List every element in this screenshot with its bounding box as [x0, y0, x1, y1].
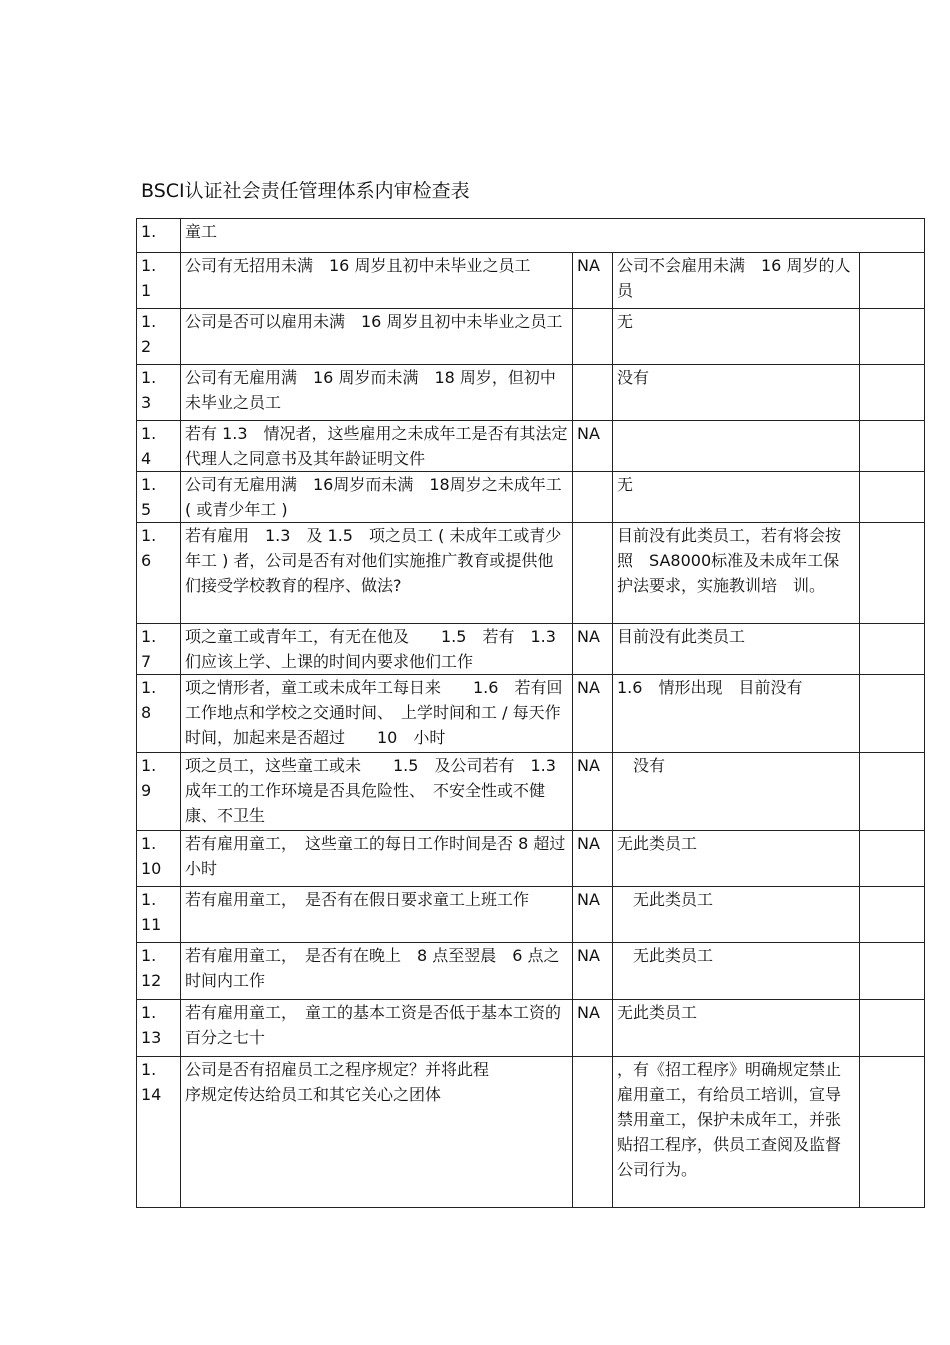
item-question: 公司有无雇用满 16 周岁而未满 18 周岁，但初中未毕业之员工 — [181, 365, 573, 421]
checklist-row — [137, 1000, 925, 1057]
item-applicability — [573, 472, 613, 523]
item-result — [860, 523, 925, 624]
item-remark: 无 — [613, 472, 860, 523]
item-remark: 1.6 情形出现 目前没有 — [613, 675, 860, 753]
document-title: BSCI认证社会责任管理体系内审检查表 — [141, 180, 470, 202]
item-remark: 无 — [613, 309, 860, 365]
item-applicability: NA — [573, 253, 613, 309]
section-number: 1. — [137, 219, 181, 253]
item-remark — [613, 421, 860, 472]
item-number: 1. 6 — [137, 523, 181, 624]
checklist-row — [137, 309, 925, 365]
item-applicability: NA — [573, 1000, 613, 1057]
item-question: 若有雇用童工， 童工的基本工资是否低于基本工资的百分之七十 — [181, 1000, 573, 1057]
item-remark: 目前没有此类员工 — [613, 624, 860, 675]
item-question: 项之员工，这些童工或未 1.5 及公司若有 1.3 成年工的工作环境是否具危险性、 不安全性或不健康、不卫生 — [181, 753, 573, 831]
item-applicability: NA — [573, 943, 613, 1000]
item-remark: 没有 — [613, 753, 860, 831]
item-result — [860, 753, 925, 831]
checklist-row — [137, 1057, 925, 1208]
item-question: 若有 1.3 情况者，这些雇用之未成年工是否有其法定代理人之同意书及其年龄证明文件 — [181, 421, 573, 472]
item-result — [860, 943, 925, 1000]
item-remark: 无此类员工 — [613, 1000, 860, 1057]
item-number: 1. 5 — [137, 472, 181, 523]
item-result — [860, 1057, 925, 1208]
checklist-row — [137, 887, 925, 943]
item-question: 若有雇用 1.3 及 1.5 项之员工 ( 未成年工或青少年工 ) 者，公司是否有对他们实施推广教育或提供他们接受学校教育的程序、做法? — [181, 523, 573, 624]
item-applicability: NA — [573, 675, 613, 753]
item-number: 1. 14 — [137, 1057, 181, 1208]
item-number: 1. 8 — [137, 675, 181, 753]
item-question: 项之童工或青年工，有无在他及 1.5 若有 1.3 们应该上学、上课的时间内要求他们工作 — [181, 624, 573, 675]
checklist-row — [137, 675, 925, 753]
item-remark: 没有 — [613, 365, 860, 421]
item-applicability: NA — [573, 624, 613, 675]
item-applicability — [573, 1057, 613, 1208]
item-number: 1. 1 — [137, 253, 181, 309]
item-applicability — [573, 523, 613, 624]
checklist-row — [137, 421, 925, 472]
checklist-row — [137, 753, 925, 831]
section-row — [137, 219, 925, 253]
item-applicability: NA — [573, 831, 613, 887]
item-number: 1. 9 — [137, 753, 181, 831]
item-question: 公司是否可以雇用未满 16 周岁且初中未毕业之员工 — [181, 309, 573, 365]
item-number: 1. 12 — [137, 943, 181, 1000]
item-applicability: NA — [573, 421, 613, 472]
item-applicability: NA — [573, 753, 613, 831]
item-number: 1. 10 — [137, 831, 181, 887]
item-result — [860, 309, 925, 365]
item-number: 1. 13 — [137, 1000, 181, 1057]
item-result — [860, 253, 925, 309]
item-result — [860, 624, 925, 675]
checklist-row — [137, 472, 925, 523]
item-result — [860, 1000, 925, 1057]
item-remark: 无此类员工 — [613, 943, 860, 1000]
checklist-row — [137, 624, 925, 675]
checklist-row — [137, 523, 925, 624]
item-number: 1. 11 — [137, 887, 181, 943]
item-number: 1. 2 — [137, 309, 181, 365]
item-applicability — [573, 309, 613, 365]
audit-checklist-table — [136, 218, 925, 1208]
checklist-row — [137, 253, 925, 309]
item-number: 1. 4 — [137, 421, 181, 472]
item-result — [860, 472, 925, 523]
item-question: 若有雇用童工， 是否有在假日要求童工上班工作 — [181, 887, 573, 943]
item-question: 公司是否有招雇员工之程序规定？并将此程 序规定传达给员工和其它关心之团体 — [181, 1057, 573, 1208]
item-applicability: NA — [573, 887, 613, 943]
item-question: 若有雇用童工， 是否有在晚上 8 点至翌晨 6 点之时间内工作 — [181, 943, 573, 1000]
item-result — [860, 831, 925, 887]
item-result — [860, 887, 925, 943]
item-number: 1. 7 — [137, 624, 181, 675]
checklist-row — [137, 831, 925, 887]
section-title: 童工 — [181, 219, 925, 253]
item-result — [860, 421, 925, 472]
item-question: 公司有无招用未满 16 周岁且初中未毕业之员工 — [181, 253, 573, 309]
item-result — [860, 365, 925, 421]
item-remark: 无此类员工 — [613, 831, 860, 887]
item-question: 项之情形者，童工或未成年工每日来 1.6 若有回工作地点和学校之交通时间、 上学时间和工 / 每天作时间，加起来是否超过 10 小时 — [181, 675, 573, 753]
item-applicability — [573, 365, 613, 421]
item-remark: 公司不会雇用未满 16 周岁的人员 — [613, 253, 860, 309]
checklist-row — [137, 365, 925, 421]
checklist-row — [137, 943, 925, 1000]
item-result — [860, 675, 925, 753]
item-remark: 无此类员工 — [613, 887, 860, 943]
item-number: 1. 3 — [137, 365, 181, 421]
item-question: 公司有无雇用满 16周岁而未满 18周岁之未成年工 ( 或青少年工 ) — [181, 472, 573, 523]
item-remark: ，有《招工程序》明确规定禁止雇用童工，有给员工培训，宣导禁用童工，保护未成年工，并张贴招工程序，供员工查阅及监督公司行为。 — [613, 1057, 860, 1208]
item-question: 若有雇用童工， 这些童工的每日工作时间是否 8 超过小时 — [181, 831, 573, 887]
item-remark: 目前没有此类员工，若有将会按照 SA8000标准及未成年工保护法要求，实施教训培 训。 — [613, 523, 860, 624]
